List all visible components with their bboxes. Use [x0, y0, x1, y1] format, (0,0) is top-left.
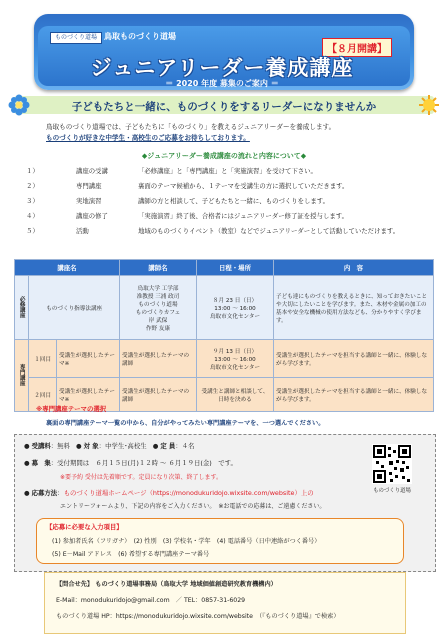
step-desc: 裏面のテーマ候補から、１テーマを受講生の方に選択していただきます。: [138, 182, 349, 190]
required-content: 子ども達にものづくりを教えるときに、知っておきたいことや大切にしたいことを学びます。また、木材や金属の加工の基本や安全な機械の使用方法なども、分かりやすく学びます。: [274, 276, 434, 340]
required-lecturers: 鳥取大学 工学部 准教授 三浦 政司 ものづくり道場 ものづくりカフェ 岸 武保 作野 友康: [120, 276, 197, 340]
step-number: ５）: [26, 227, 39, 235]
step-desc: 「実施演習」終了後、合格者にはジュニアリーダー修了証を授与します。: [138, 212, 348, 220]
specialty-course: 受講生が選択したテーマ※: [56, 340, 119, 378]
header-course: 講座名: [15, 260, 120, 276]
recruit-note: ※要予約 受付は先着順です。定員になり次第、終了します。: [60, 474, 222, 481]
session-label: １回目: [29, 340, 57, 378]
header-schedule: 日程・場所: [197, 260, 274, 276]
required-fields-row-1: (1) 参加者氏名（フリガナ） (2) 性別 (3) 学校名・学年 (4) 電話番号（日中連絡がつく番号）: [52, 538, 321, 545]
recruit-label: 募 集: [31, 459, 51, 467]
step-name: 活動: [76, 227, 89, 235]
specialty-course: 受講生が選択したテーマ※: [56, 378, 119, 412]
specialty-content: 受講生が選択したテーマを担当する講師と一緒に、体験しながら学びます。: [274, 378, 434, 412]
step-name: 実地演習: [76, 197, 102, 205]
specialty-side-label: 専門講座: [15, 340, 29, 412]
dojo-logo: ものづくり道場: [50, 32, 102, 44]
theme-note-title: ※専門講座テーマの選択: [36, 405, 107, 413]
step-desc: 「必修講座」と「専門講座」と「実施演習」を受けて下さい。: [138, 167, 317, 175]
required-fields-heading: 【応募に必要な入力項目】: [46, 523, 123, 531]
required-fields-row-2: (5) E－Mail アドレス (6) 希望する専門講座テーマ番号: [52, 551, 210, 558]
table-row: [15, 276, 434, 340]
apply-note: エントリーフォームより、下記の内容をご入力ください。 ※お電話での応募は、ご遠慮ください。: [60, 503, 326, 510]
blue-flower-icon: [8, 94, 30, 116]
fee-value: 無料: [57, 442, 70, 450]
step-desc: 地域のものづくりイベント（教室）などでジュニアリーダーとして活動していただけます。: [138, 227, 400, 235]
required-course: ものづくり指導法講座: [29, 276, 120, 340]
slogan-text: 子どもたちと一緒に、ものづくりをするリーダーになりませんか: [71, 101, 377, 113]
apply-text[interactable]: ものづくり道場ホームページ（https://monodukuridojo.wixsite.com/website）上の: [63, 489, 314, 497]
flow-step: [26, 166, 317, 175]
step-number: ２）: [26, 182, 39, 190]
step-name: 講座の修了: [76, 212, 108, 220]
course-table: [14, 259, 434, 412]
qr-code-icon[interactable]: [372, 444, 412, 484]
capacity-label: 定 員: [160, 442, 176, 450]
table-row: [15, 340, 434, 378]
apply-label: 応募方法: [31, 489, 58, 497]
step-number: ４）: [26, 212, 39, 220]
specialty-schedule: 受講生と講師と相談して、日時を決める: [197, 378, 274, 412]
page-title: ジュニアリーダー養成講座: [90, 56, 354, 80]
header-lecturer: 講師名: [120, 260, 197, 276]
contact-line-1: 【問合せ先】 ものづくり道場事務局（鳥取大学 地域価値創造研究教育機構内）: [56, 581, 277, 588]
flow-step: [26, 196, 329, 205]
theme-note-body: 裏面の専門講座テーマ一覧の中から、自分がやってみたい専門講座テーマを、一つ選んでください。: [46, 420, 325, 427]
contact-email-tel: E-Mail：monodukuridojo@gmail.com ／ TEL：0857-31-6029: [56, 597, 246, 604]
header-content: 内 容: [274, 260, 434, 276]
flow-heading: ◆ジュニアリーダー養成講座の流れと内容について◆: [141, 152, 307, 160]
yellow-sun-icon: [418, 94, 440, 116]
required-side-label: 必修講座: [15, 276, 29, 340]
step-number: ３）: [26, 197, 39, 205]
qr-caption: ものづくり道場: [373, 488, 411, 494]
specialty-lecturers: 受講生が選択したテーマの講師: [120, 340, 197, 378]
step-name: 講座の受講: [76, 167, 108, 175]
page-subtitle: ＝ 2020 年度 募集のご案内 ＝: [165, 79, 279, 88]
specialty-content: 受講生が選択したテーマを担当する講師と一緒に、体験しながら学びます。: [274, 340, 434, 378]
flow-step: [26, 211, 348, 220]
specialty-schedule: ９月 13 日（日） 13:00 ～ 16:00 鳥取市文化センター: [197, 340, 274, 378]
intro-line-1: 鳥取ものづくり道場では、子どもたちに「ものづくり」を教えるジュニアリーダーを養成します。: [46, 123, 336, 131]
recruit-line: ● 募 集：受付期間は ６月１５日(月)１２時 ～ ６月１９日(金) です。: [24, 459, 237, 467]
contact-website[interactable]: ものづくり道場 HP：https://monodukuridojo.wixsite.com/website （『ものづくり道場』で検索）: [56, 613, 340, 620]
session-label: ２回目: [29, 378, 57, 412]
fee-label: 受講料: [31, 442, 51, 450]
step-name: 専門講座: [76, 182, 102, 190]
step-desc: 講師の方と相談して、子どもたちと一緒に、ものづくりをします。: [138, 197, 330, 205]
target-value: 中学生･高校生: [105, 442, 147, 450]
org-name: 鳥取ものづくり道場: [104, 32, 176, 41]
apply-line: ● 応募方法：ものづくり道場ホームページ（https://monodukuridojo.wixsite.com/website）上の: [24, 489, 314, 497]
flow-step: [26, 226, 399, 235]
august-start-badge: 【８月開講】: [322, 38, 392, 57]
fee-target-capacity: ● 受講料：無料 ● 対 象：中学生･高校生 ● 定 員：４名: [24, 442, 195, 450]
recruit-period: 受付期間は ６月１５日(月)１２時 ～ ６月１９日(金) です。: [57, 459, 237, 467]
specialty-lecturers: 受講生が選択したテーマの講師: [120, 378, 197, 412]
target-label: 対 象: [83, 442, 99, 450]
required-schedule: ８月 23 日（日） 13:00 ～ 16:00 鳥取市文化センター: [197, 276, 274, 340]
step-number: １）: [26, 167, 39, 175]
capacity-value: ４名: [181, 442, 195, 450]
intro-line-2: ものづくりが好きな中学生・高校生のご応募をお待ちしております。: [46, 134, 250, 142]
flow-step: [26, 181, 348, 190]
table-header-row: [15, 260, 434, 276]
